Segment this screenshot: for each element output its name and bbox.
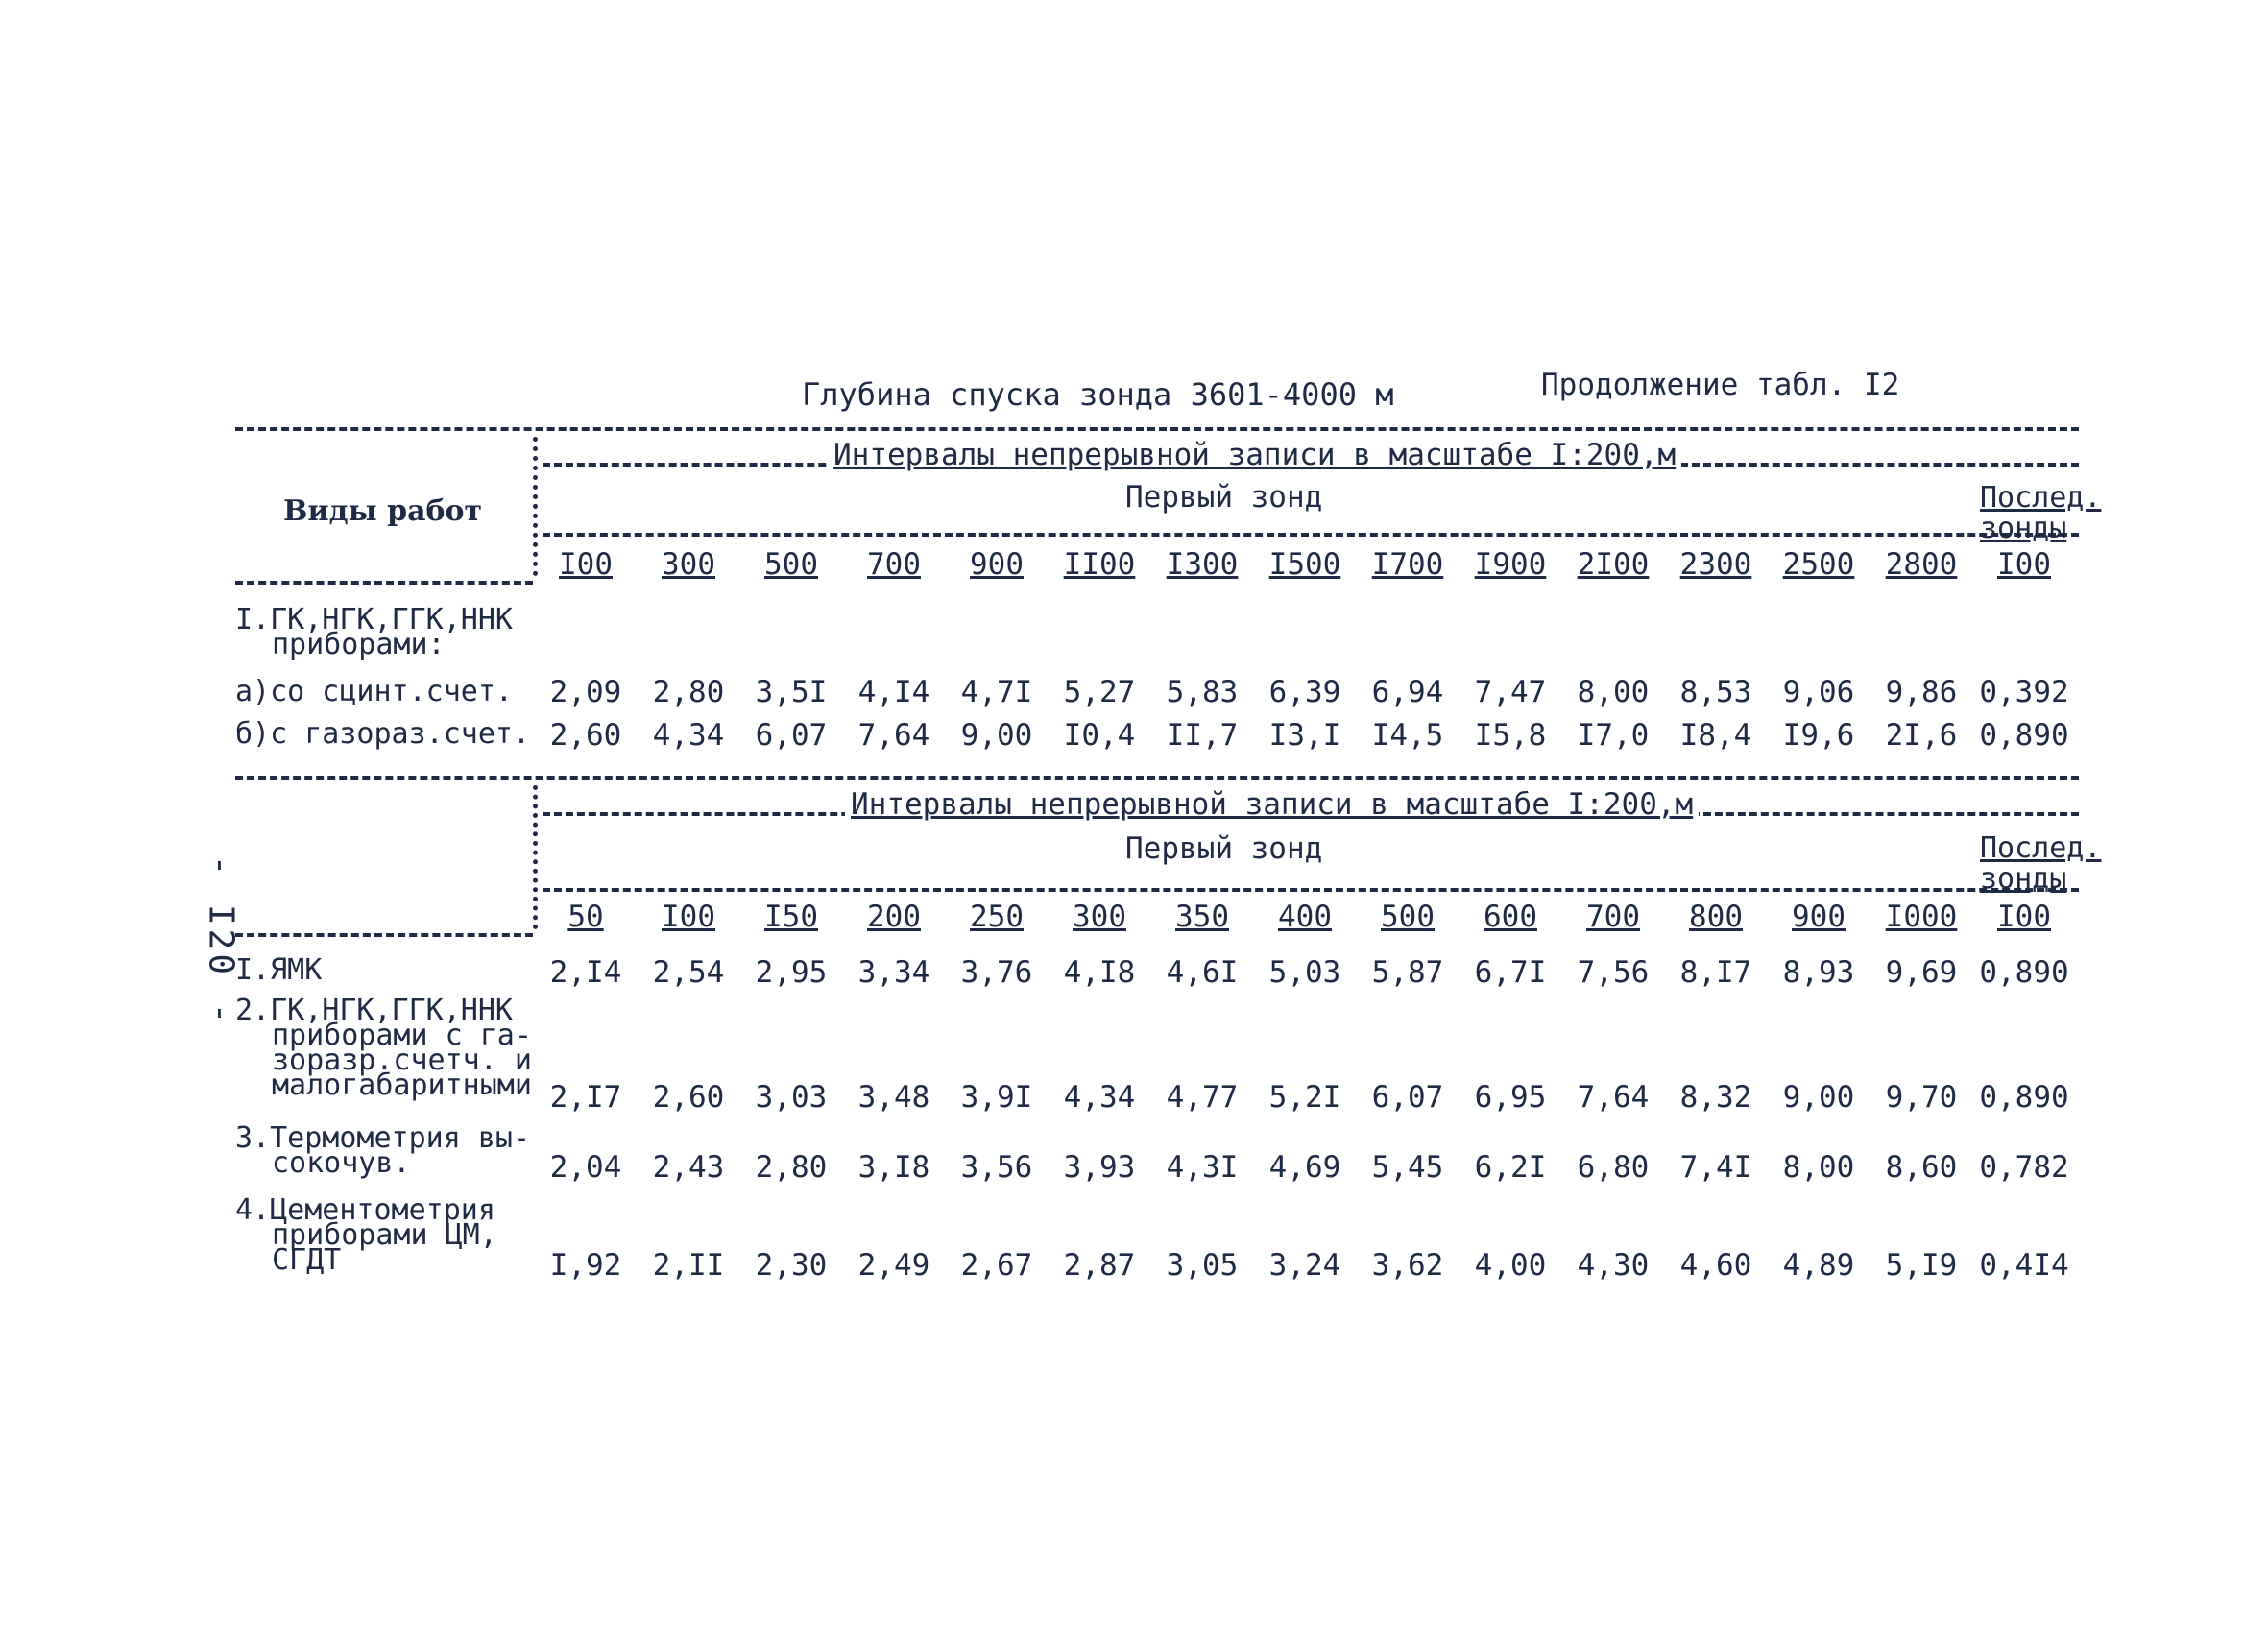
group-label-line2: приборами: <box>272 628 446 661</box>
table-cell: I5,8 <box>1474 718 1547 753</box>
table-cell: 2,95 <box>755 955 828 990</box>
table-cell: 8,00 <box>1782 1150 1855 1185</box>
table-cell: 4,34 <box>652 718 725 753</box>
table-cell: 2,I4 <box>549 955 622 990</box>
table-cell: 3,I8 <box>857 1150 930 1185</box>
table-cell: I9,6 <box>1782 718 1855 753</box>
table-cell: 4,30 <box>1577 1248 1650 1283</box>
table2-subcaption: Первый зонд <box>1125 831 1323 866</box>
table2-caption: Интервалы непрерывной записи в масштабе I:200,м <box>845 787 1699 822</box>
table-cell: 2,60 <box>549 718 622 753</box>
table-cell: 9,00 <box>960 718 1033 753</box>
column-header: 800 <box>1689 900 1743 934</box>
table-cell: 3,5I <box>755 675 828 709</box>
rule-separator <box>235 776 2079 780</box>
label-line: приборами ЦМ, <box>272 1218 497 1252</box>
table-cell: 7,64 <box>857 718 930 753</box>
label-line: приборами с га- <box>272 1019 532 1052</box>
label-line: СГДТ <box>272 1243 342 1277</box>
table-cell: 4,60 <box>1679 1248 1752 1283</box>
column-header: 900 <box>970 547 1024 582</box>
label-line: сокочув. <box>272 1146 411 1180</box>
column-header: 2500 <box>1782 547 1855 582</box>
table-cell: 5,45 <box>1371 1150 1444 1185</box>
rule-header-bottom-left-1 <box>235 581 533 585</box>
table1-row-label: а)со сцинт.счет. <box>235 675 513 708</box>
table-cell: 5,03 <box>1268 955 1341 990</box>
column-header: I000 <box>1885 900 1958 934</box>
table2-row-label <box>235 953 323 987</box>
table-cell: 4,7I <box>960 675 1033 709</box>
table-cell: 2,54 <box>652 955 725 990</box>
last-col-line2: зонды <box>1980 512 2067 545</box>
table-cell: 4,00 <box>1474 1248 1547 1283</box>
last-col-line1: Послед. <box>1980 831 2102 865</box>
column-header: I300 <box>1166 547 1239 582</box>
table-cell: 2I,6 <box>1885 718 1958 753</box>
label-line: малогабаритными <box>272 1069 532 1102</box>
table-cell: 4,89 <box>1782 1248 1855 1283</box>
table-cell: 9,06 <box>1782 675 1855 709</box>
label-line: 2.ГК,НГК,ГГК,ННК <box>235 994 513 1027</box>
table-cell: 9,00 <box>1782 1080 1855 1115</box>
table-cell: 3,56 <box>960 1150 1033 1185</box>
table-cell: 8,60 <box>1885 1150 1958 1185</box>
table-cell: I4,5 <box>1371 718 1444 753</box>
table-cell: 2,80 <box>755 1150 828 1185</box>
table-cell: 0,890 <box>1979 718 2069 753</box>
group-label-line1: I.ГК,НГК,ГГК,ННК <box>235 603 513 636</box>
table1-subcaption: Первый зонд <box>1125 480 1323 515</box>
table-cell: 5,I9 <box>1885 1248 1958 1283</box>
column-header: I00 <box>559 547 613 582</box>
column-header: 300 <box>662 547 715 582</box>
rule-subheader-2 <box>543 888 2079 892</box>
table-cell: 0,782 <box>1979 1150 2069 1185</box>
table-cell: 9,69 <box>1885 955 1958 990</box>
table-cell: I8,4 <box>1679 718 1752 753</box>
table-cell: 8,53 <box>1679 675 1752 709</box>
column-header: 50 <box>567 900 604 934</box>
table-cell: I3,I <box>1268 718 1341 753</box>
table-cell: 6,7I <box>1474 955 1547 990</box>
table-cell: 4,I4 <box>857 675 930 709</box>
column-header: 600 <box>1484 900 1537 934</box>
table-cell: 2,43 <box>652 1150 725 1185</box>
table-cell: 2,87 <box>1063 1248 1136 1283</box>
table-cell: 6,80 <box>1577 1150 1650 1185</box>
table-cell: 9,86 <box>1885 675 1958 709</box>
table-cell: 4,77 <box>1166 1080 1239 1115</box>
column-header: I500 <box>1268 547 1341 582</box>
label-line: 4.Цементометрия <box>235 1193 495 1227</box>
table-cell: 0,890 <box>1979 955 2069 990</box>
table-cell: 0,392 <box>1979 675 2069 709</box>
table-cell: 2,I7 <box>549 1080 622 1115</box>
table-cell: 6,07 <box>1371 1080 1444 1115</box>
label-line: 3.Термометрия вы- <box>235 1121 531 1155</box>
label-line: I.ЯМК <box>235 953 323 987</box>
table2-row-label <box>235 1121 531 1180</box>
table-title: Глубина спуска зонда 3601-4000 м <box>802 376 1394 413</box>
table-cell: 3,9I <box>960 1080 1033 1115</box>
rule-top <box>235 427 2079 431</box>
table-cell: 6,95 <box>1474 1080 1547 1115</box>
table-cell: I,92 <box>549 1248 622 1283</box>
column-header: 200 <box>867 900 921 934</box>
table-cell: 5,87 <box>1371 955 1444 990</box>
table-cell: 3,76 <box>960 955 1033 990</box>
column-header: I50 <box>764 900 818 934</box>
table-cell: 3,93 <box>1063 1150 1136 1185</box>
column-header: 2300 <box>1679 547 1752 582</box>
table-cell: 3,48 <box>857 1080 930 1115</box>
table-cell: 3,34 <box>857 955 930 990</box>
table-cell: 5,27 <box>1063 675 1136 709</box>
last-col-line1: Послед. <box>1980 481 2102 515</box>
table-cell: 4,69 <box>1268 1150 1341 1185</box>
table-cell: 7,64 <box>1577 1080 1650 1115</box>
table-cell: 2,II <box>652 1248 725 1283</box>
table-cell: 2,04 <box>549 1150 622 1185</box>
column-header: I00 <box>1997 900 2051 934</box>
column-header: 350 <box>1175 900 1229 934</box>
column-header: 700 <box>1586 900 1640 934</box>
table1-row-label: б)с газораз.счет. <box>235 717 531 751</box>
table-cell: 2,67 <box>960 1248 1033 1283</box>
column-header: 2I00 <box>1577 547 1650 582</box>
table-cell: 5,83 <box>1166 675 1239 709</box>
rule-header-bottom-left-2 <box>235 933 533 937</box>
column-header: I00 <box>1997 547 2051 582</box>
table-cell: 2,80 <box>652 675 725 709</box>
last-col-line2: зонды <box>1980 862 2067 896</box>
column-header: I700 <box>1371 547 1444 582</box>
table-cell: 3,24 <box>1268 1248 1341 1283</box>
table1-caption: Интервалы непрерывной записи в масштабе I:200,м <box>828 438 1681 472</box>
column-header: 250 <box>970 900 1024 934</box>
column-header: 500 <box>764 547 818 582</box>
table2-row-label <box>235 1193 497 1277</box>
table-cell: 2,60 <box>652 1080 725 1115</box>
table-cell: 6,2I <box>1474 1150 1547 1185</box>
header-left: Виды работ <box>283 494 483 528</box>
table2-last-col-header <box>1980 833 2114 895</box>
table-cell: 3,03 <box>755 1080 828 1115</box>
table-cell: 7,47 <box>1474 675 1547 709</box>
table-cell: 0,4I4 <box>1979 1248 2069 1283</box>
column-header: 900 <box>1792 900 1846 934</box>
label-line: зоразр.счетч. и <box>272 1044 532 1077</box>
table-cell: 8,32 <box>1679 1080 1752 1115</box>
table-cell: 9,70 <box>1885 1080 1958 1115</box>
column-header: 300 <box>1073 900 1126 934</box>
column-header: 500 <box>1381 900 1435 934</box>
table-cell: 6,94 <box>1371 675 1444 709</box>
table2-row-label <box>235 994 532 1102</box>
table-cell: 0,890 <box>1979 1080 2069 1115</box>
table-cell: 8,00 <box>1577 675 1650 709</box>
table-cell: 2,49 <box>857 1248 930 1283</box>
table-cell: I0,4 <box>1063 718 1136 753</box>
table-cell: 7,4I <box>1679 1150 1752 1185</box>
column-header: II00 <box>1063 547 1136 582</box>
column-header: 2800 <box>1885 547 1958 582</box>
table1-group-label <box>235 603 513 661</box>
page-number: - I20 - <box>201 854 241 1028</box>
table-cell: 3,62 <box>1371 1248 1444 1283</box>
table-cell: II,7 <box>1166 718 1239 753</box>
table-cell: 4,34 <box>1063 1080 1136 1115</box>
table-cell: 2,09 <box>549 675 622 709</box>
table-cell: I7,0 <box>1577 718 1650 753</box>
continuation-label: Продолжение табл. I2 <box>1541 368 1900 402</box>
table-cell: 8,I7 <box>1679 955 1752 990</box>
column-header: I900 <box>1474 547 1547 582</box>
table-cell: 5,2I <box>1268 1080 1341 1115</box>
table-cell: 4,3I <box>1166 1150 1239 1185</box>
table-cell: 3,05 <box>1166 1248 1239 1283</box>
table-cell: 6,39 <box>1268 675 1341 709</box>
table-cell: 4,I8 <box>1063 955 1136 990</box>
table-cell: 8,93 <box>1782 955 1855 990</box>
table-cell: 7,56 <box>1577 955 1650 990</box>
table-cell: 6,07 <box>755 718 828 753</box>
column-header: 700 <box>867 547 921 582</box>
rule-subheader-1 <box>543 533 2079 537</box>
table-cell: 2,30 <box>755 1248 828 1283</box>
table-cell: 4,6I <box>1166 955 1239 990</box>
column-header: I00 <box>662 900 715 934</box>
column-header: 400 <box>1278 900 1332 934</box>
